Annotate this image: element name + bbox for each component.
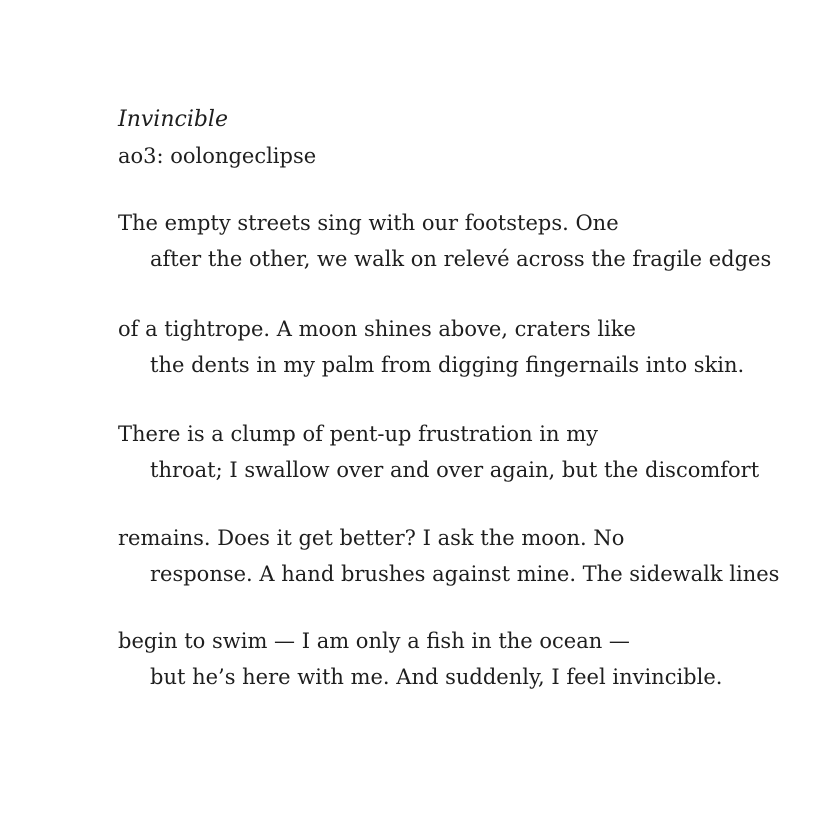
- stanza-1: [118, 205, 771, 277]
- author-credit: ao3: oolongeclipse: [118, 144, 317, 168]
- stanza-3: [118, 416, 759, 488]
- poem-title: Invincible: [118, 107, 228, 132]
- stanza-line: of a tightrope. A moon shines above, craters like: [118, 317, 636, 341]
- stanza-line-indented: after the other, we walk on relevé across the fragile edges: [150, 247, 772, 271]
- stanza-line: begin to swim — I am only a fish in the ocean —: [118, 629, 630, 653]
- stanza-line: remains. Does it get better? I ask the moon. No: [118, 526, 625, 550]
- stanza-line-indented: throat; I swallow over and over again, but the discomfort: [150, 458, 760, 482]
- stanza-4: [118, 520, 779, 592]
- stanza-5: [118, 623, 722, 695]
- stanza-line: There is a clump of pent-up frustration in my: [118, 422, 598, 446]
- stanza-line-indented: but he’s here with me. And suddenly, I feel invincible.: [150, 665, 723, 689]
- stanza-line-indented: response. A hand brushes against mine. The sidewalk lines: [150, 562, 780, 586]
- stanza-2: [118, 311, 744, 383]
- stanza-line: The empty streets sing with our footsteps. One: [118, 211, 619, 235]
- stanza-line-indented: the dents in my palm from digging fingernails into skin.: [150, 353, 745, 377]
